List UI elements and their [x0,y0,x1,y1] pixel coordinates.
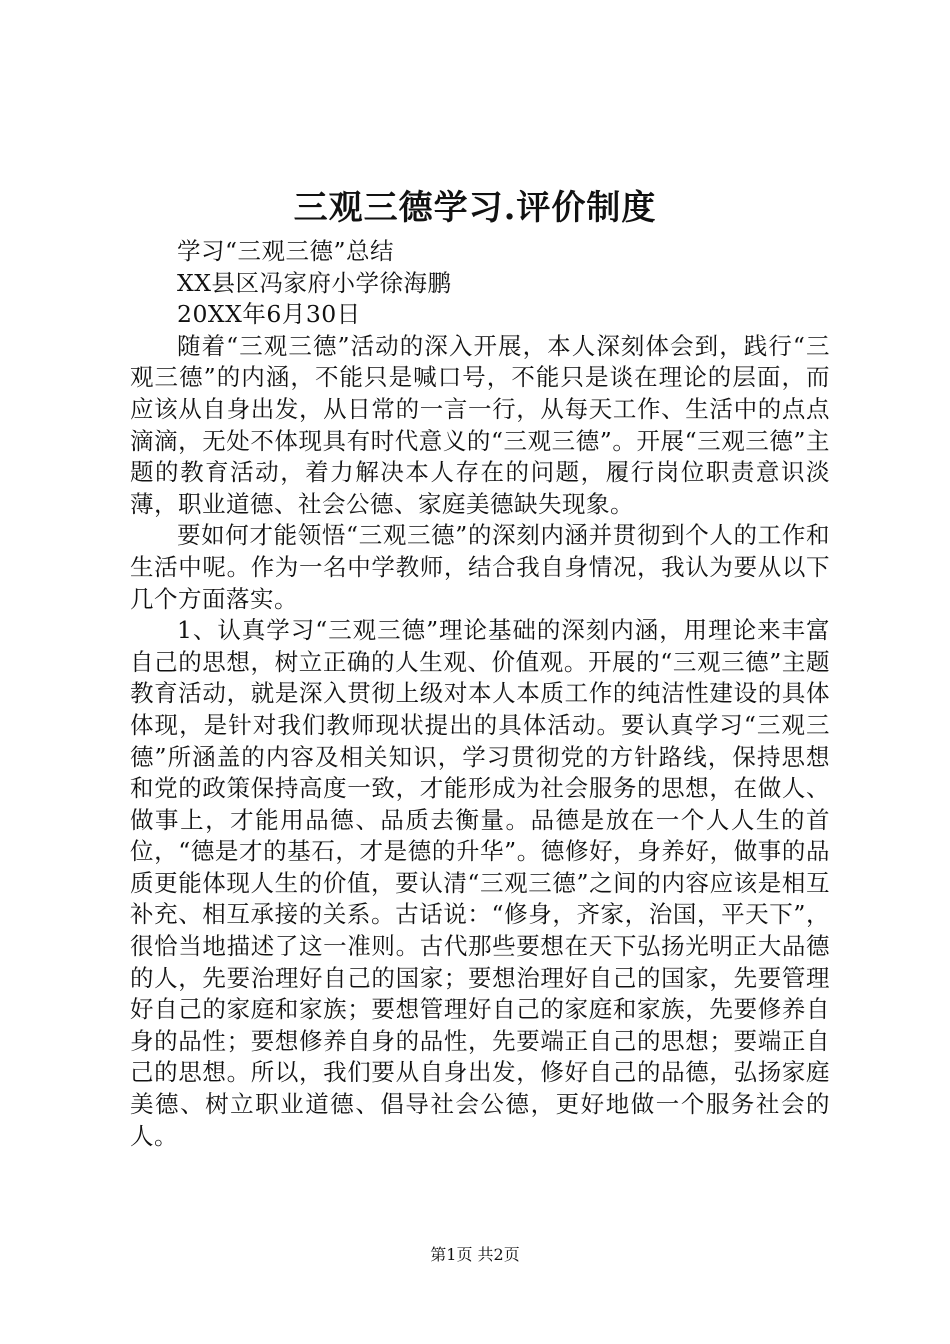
paragraph-date: 20XX年6月30日 [177,300,361,329]
page-footer: 第1页 共2页 [430,1245,520,1264]
paragraph-summary-heading: 学习“三观三德”总结 [177,237,395,265]
paragraph-author: XX县区冯家府小学徐海鹏 [177,268,452,297]
paragraph-body: 随着“三观三德”活动的深入开展，本人深刻体会到，践行“三观三德”的内涵，不能只是喊口号，不能只是谈在理论的层面，而应该从自身出发，从日常的一言一行，从每天工作、生活中的点点滴滴，无处不体现具有时代意义的“三观三德”。开展“三观三德”主题的教育活动，着力解决本人存在的问题，履行岗位职责意识淡薄，职业道德、社会公德、家庭美德缺失现象。 [130,331,830,518]
paragraph-body: 要如何才能领悟“三观三德”的深刻内涵并贯彻到个人的工作和生活中呢。作为一名中学教师，结合我自身情况，我认为要从以下几个方面落实。 [130,521,830,613]
document-body [130,236,830,1152]
paragraph-body: 1、认真学习“三观三德”理论基础的深刻内涵，用理论来丰富自己的思想，树立正确的人生观、价值观。开展的“三观三德”主题教育活动，就是深入贯彻上级对本人本质工作的纯洁性建设的具体体现，是针对我们教师现状提出的具体活动。要认真学习“三观三德”所涵盖的内容及相关知识，学习贯彻党的方针路线，保持思想和党的政策保持高度一致，才能形成为社会服务的思想，在做人、做事上，才能用品德、品质去衡量。品德是放在一个人人生的首位，“德是才的基石，才是德的升华”。德修好，身养好，做事的品质更能体现人生的价值，要认清“三观三德”之间的内容应该是相互补充、相互承接的关系。古话说：“修身，齐家，治国，平天下”，很恰当地描述了这一准则。古代那些要想在天下弘扬光明正大品德的人，先要治理好自己的国家；要想治理好自己的国家，先要管理好自己的家庭和家族；要想管理好自己的家庭和家族，先要修养自身的品性；要想修养自身的品性，先要端正自己的思想；要端正自己的思想。所以，我们要从自身出发，修好自己的品德，弘扬家庭美德、树立职业道德、倡导社会公德，更好地做一个服务社会的人。 [130,616,830,1150]
document-title: 三观三德学习.评价制度 [293,188,657,228]
